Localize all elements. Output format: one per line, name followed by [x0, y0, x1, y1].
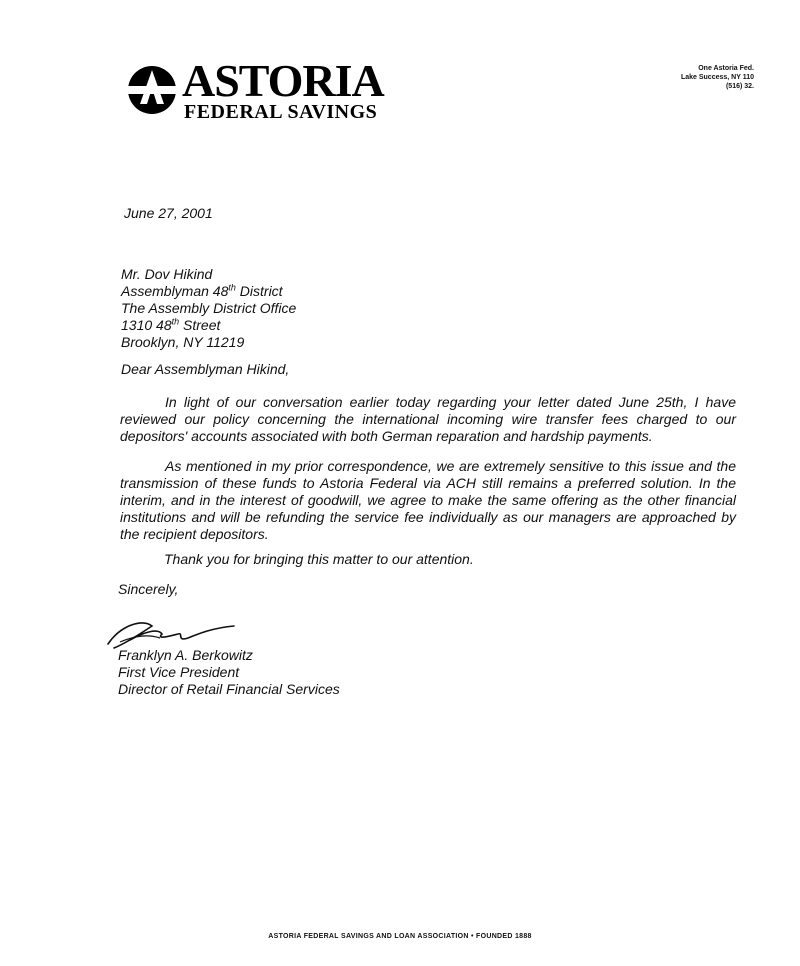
- recipient-title: Assemblyman 48th District: [121, 282, 283, 299]
- brand-subtitle: FEDERAL SAVINGS: [184, 101, 378, 123]
- body-paragraph-3: Thank you for bringing this matter to our attention.: [164, 551, 474, 567]
- closing: Sincerely,: [118, 581, 179, 597]
- body-paragraph-1: In light of our conversation earlier today regarding your letter dated June 25th, I have reviewed our policy concerning the international incoming wire transfer fees charged to our depositors' accounts associated with both German reparation and hardship payments.: [120, 394, 736, 444]
- signer-title: First Vice President: [118, 664, 240, 680]
- signer-name: Franklyn A. Berkowitz: [118, 647, 253, 663]
- brand-name: ASTORIA: [182, 55, 384, 106]
- signer-department: Director of Retail Financial Services: [118, 681, 340, 697]
- signer-block: [118, 647, 340, 698]
- address-line-1: One Astoria Fed.: [698, 65, 754, 72]
- recipient-office: The Assembly District Office: [121, 300, 297, 316]
- body-paragraph-2: As mentioned in my prior correspondence, we are extremely sensitive to this issue and the transmission of these funds to Astoria Federal via ACH still remains a preferred solution. In the interim, and in the interest of goodwill, we agree to make the same offering as the other financial institutions and will be refunding the service fee individually as our managers are approached by the recipient depositors.: [120, 458, 736, 542]
- recipient-street: 1310 48th Street: [121, 316, 221, 333]
- recipient-block: [121, 266, 296, 351]
- address-line-2: Lake Success, NY 110: [680, 74, 754, 81]
- recipient-city: Brooklyn, NY 11219: [121, 334, 245, 350]
- address-line-3: (516) 32.: [725, 83, 754, 90]
- letter-date: June 27, 2001: [124, 205, 213, 221]
- recipient-name: Mr. Dov Hikind: [121, 266, 213, 282]
- salutation: Dear Assemblyman Hikind,: [121, 361, 290, 377]
- letterhead-footer: ASTORIA FEDERAL SAVINGS AND LOAN ASSOCIATION • FOUNDED 1888: [268, 933, 532, 940]
- letterhead-address: [681, 64, 754, 91]
- astoria-logo-icon: [124, 60, 180, 116]
- company-logo: [124, 55, 414, 130]
